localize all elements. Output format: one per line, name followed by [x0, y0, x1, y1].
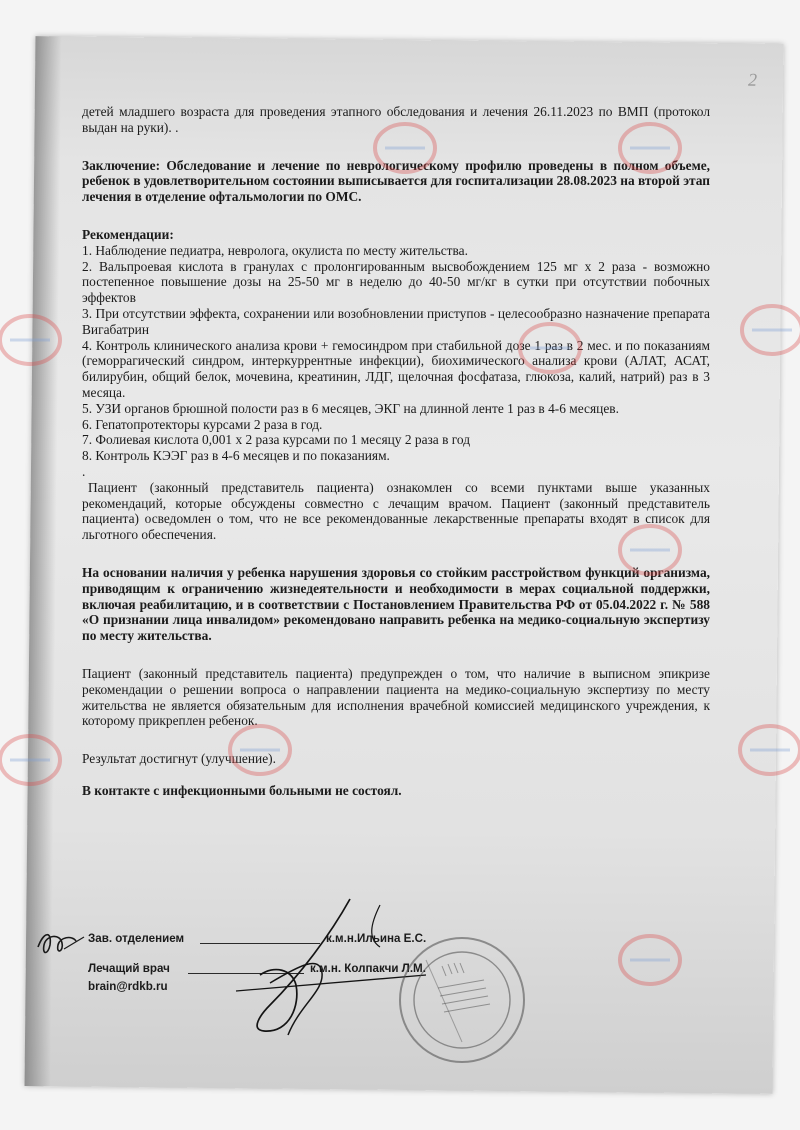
document-body — [82, 104, 710, 799]
recommendation-item: 8. Контроль КЭЭГ раз в 4-6 месяцев и по показаниям. — [82, 448, 390, 464]
recommendation-item: 2. Вальпроевая кислота в гранулах с пролонгированным высвобождением 125 мг х 2 раза - возможно постепенное повышение дозы на 25-50 мг в неделю до 40-50 мг/кг в сутки при отсутствии побочных эффектов — [82, 258, 710, 306]
recommendation-item: 7. Фолиевая кислота 0,001 х 2 раза курсами по 1 месяцу 2 раза в год — [82, 432, 471, 448]
round-stamp-icon — [392, 930, 532, 1070]
conclusion-paragraph: Заключение: Обследование и лечение по неврологическому профилю проведены в полном объеме, ребенок в удовлетворительном состоянии выписывается для госпитализации 28.08.2023 на второй этап лечения в отделение офтальмологии по ОМС. — [82, 157, 710, 205]
recommendations-list — [82, 243, 710, 464]
recommendation-item: 5. УЗИ органов брюшной полости раз в 6 месяцев, ЭКГ на длинной ленте 1 раз в 4-6 месяцев. — [82, 400, 619, 416]
recommendation-item: 4. Контроль клинического анализа крови + гемосиндром при стабильной дозе 1 раз в 2 мес. и по показаниям (геморрагический синдром, интеркуррентные инфекции), биохимического анализа крови (АЛАТ, АСАТ, билирубин, общий белок, мочевина, креатинин, ЛДГ, щелочная фосфатаза, глюкоза, калий, натрий) раз в 3 месяца. — [82, 337, 710, 400]
head-label: Зав. отделением — [88, 932, 185, 945]
initials-signature-icon — [34, 925, 94, 961]
head-name: к.м.н.Ильина Е.С. — [326, 932, 427, 945]
patient-warned-paragraph: Пациент (законный представитель пациента) предупрежден о том, что наличие в выписном эпикризе рекомендации о решении вопроса о направлении пациента на медико-социальную экспертизу по месту жительства не является обязательным для исполнения врачебной комиссией медицинского учреждения, к которому прикреплен ребенок. — [82, 665, 710, 729]
intro-paragraph: детей младшего возраста для проведения этапного обследования и лечения 26.11.2023 по ВМП (протокол выдан на руки). . — [82, 104, 710, 135]
recommendation-item: 3. При отсутствии эффекта, сохранении или возобновлении приступов - целесообразно назначение препарата Вигабатрин — [82, 305, 710, 337]
result-line: Результат достигнут (улучшение). — [82, 751, 276, 767]
doctor-name: к.м.н. Колпакчи Л.М. — [310, 962, 426, 975]
patient-informed-paragraph: Пациент (законный представитель пациента) ознакомлен со всеми пунктами выше указанных рекомендаций, которые обсуждены совместно с лечащим врачом. Пациент (законный представитель пациента) осведомлен о том, что не все рекомендованные лекарственные препараты входят в список для льготного обеспечения. — [82, 479, 710, 543]
contact-line: В контакте с инфекционными больными не состоял. — [82, 782, 402, 798]
recommendation-item: 6. Гепатопротекторы курсами 2 раза в год. — [82, 416, 323, 432]
list-end-dot: . — [82, 463, 86, 479]
email-text: brain@rdkb.ru — [88, 980, 168, 993]
disability-paragraph: На основании наличия у ребенка нарушения здоровья со стойким расстройством функций организма, приводящим к ограничению жизнедеятельности и необходимости в мерах социальной поддержки, включая реабилитацию, и в соответствии с Постановлением Правительства РФ от 05.04.2022 г. № 588 «О признании лица инвалидом» рекомендовано направить ребенка на медико-социальную экспертизу по месту жительства. — [82, 564, 710, 644]
page-number-mark: 2 — [747, 69, 758, 90]
doctor-label: Лечащий врач — [88, 962, 170, 975]
recommendation-item: 1. Наблюдение педиатра, невролога, окулиста по месту жительства. — [82, 242, 468, 258]
recommendations-title: Рекомендации: — [82, 226, 174, 242]
